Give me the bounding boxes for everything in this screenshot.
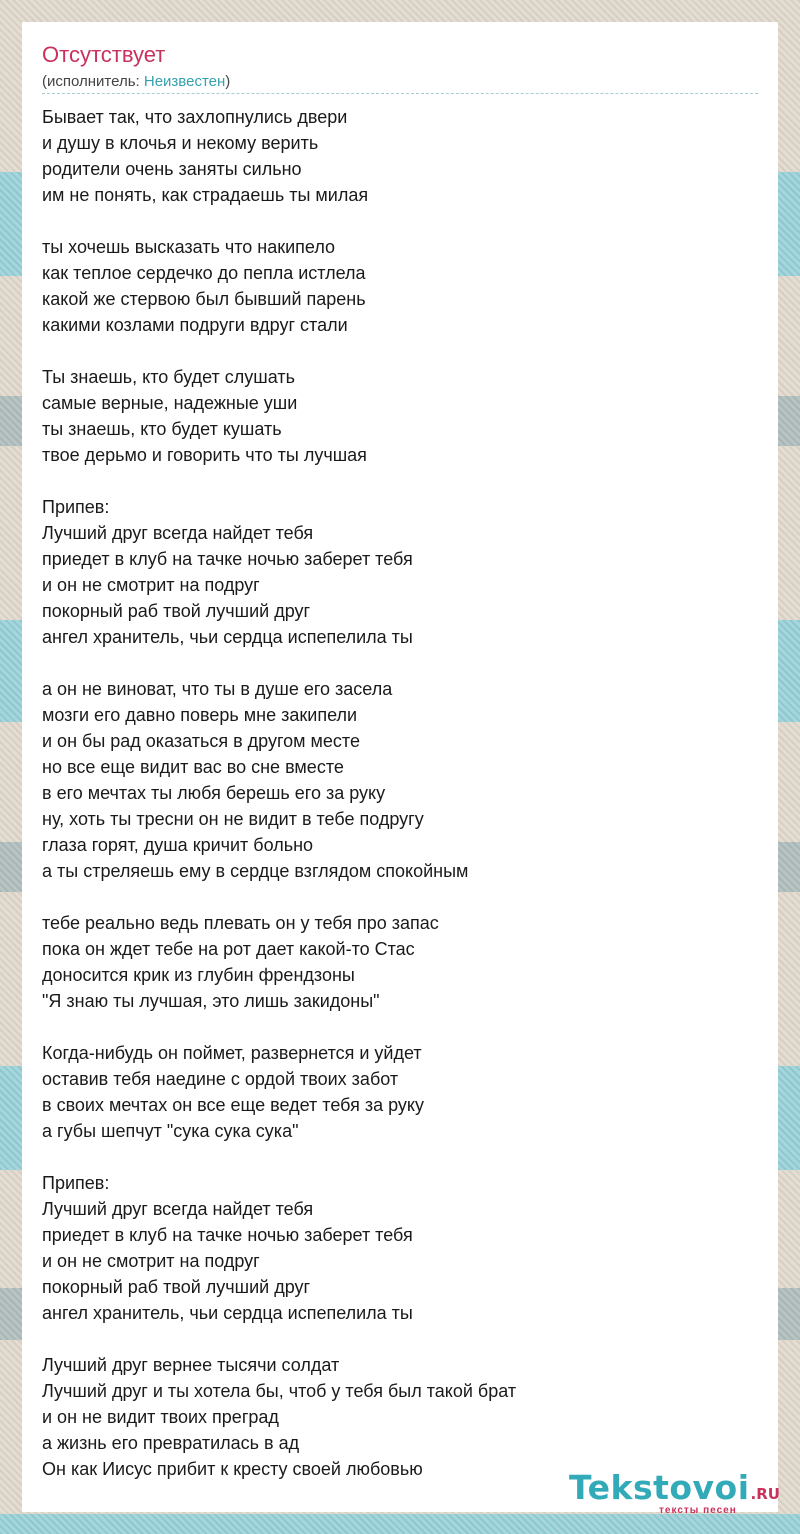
lyric-line: и он бы рад оказаться в другом месте: [42, 731, 360, 751]
lyric-line: Когда-нибудь он поймет, развернется и уйдет: [42, 1043, 422, 1063]
logo-wordmark: [569, 1468, 780, 1507]
site-logo[interactable]: [569, 1468, 789, 1518]
artist-line: [42, 73, 230, 90]
stanza-break: [42, 1144, 758, 1170]
lyric-line: Лучший друг всегда найдет тебя: [42, 523, 314, 543]
lyric-line: оставив тебя наедине с ордой твоих забот: [42, 1069, 399, 1089]
lyric-line: в своих мечтах он все еще ведет тебя за руку: [42, 1095, 424, 1115]
lyric-line: покорный раб твой лучший друг: [42, 1277, 311, 1297]
lyric-line: в его мечтах ты любя берешь его за руку: [42, 783, 386, 803]
lyric-line: и душу в клочья и некому верить: [42, 133, 319, 153]
lyric-line: но все еще видит вас во сне вместе: [42, 757, 344, 777]
artist-prefix: (исполнитель:: [42, 73, 144, 90]
lyric-line: и он не смотрит на подруг: [42, 1251, 260, 1271]
logo-tagline: тексты песен: [659, 1505, 737, 1516]
song-title: Отсутствует: [42, 42, 166, 67]
lyric-line: ты знаешь, кто будет кушать: [42, 419, 282, 439]
stanza-break: [42, 468, 758, 494]
lyric-line: Ты знаешь, кто будет слушать: [42, 367, 295, 387]
lyric-line: а он не виноват, что ты в душе его засела: [42, 679, 393, 699]
logo-name: Tekstovoi: [569, 1468, 750, 1507]
lyric-line: приедет в клуб на тачке ночью заберет тебя: [42, 1225, 413, 1245]
lyric-line: Припев:: [42, 1173, 110, 1193]
lyric-line: Припев:: [42, 497, 110, 517]
stanza-break: [42, 338, 758, 364]
lyric-line: а губы шепчут "сука сука сука": [42, 1121, 299, 1141]
stanza-break: [42, 650, 758, 676]
lyric-line: тебе реально ведь плевать он у тебя про запас: [42, 913, 439, 933]
lyrics-text: [42, 104, 758, 1482]
lyric-line: Он как Иисус прибит к кресту своей любовью: [42, 1459, 423, 1479]
lyric-line: Лучший друг всегда найдет тебя: [42, 1199, 314, 1219]
lyric-line: какими козлами подруги вдруг стали: [42, 315, 348, 335]
lyric-line: ангел хранитель, чьи сердца испепелила ты: [42, 1303, 413, 1323]
stanza-break: [42, 1014, 758, 1040]
lyric-line: как теплое сердечко до пепла истлела: [42, 263, 366, 283]
lyric-line: приедет в клуб на тачке ночью заберет тебя: [42, 549, 413, 569]
lyric-line: Бывает так, что захлопнулись двери: [42, 107, 348, 127]
stanza-break: [42, 208, 758, 234]
lyric-line: и он не видит твоих преград: [42, 1407, 279, 1427]
lyric-line: ну, хоть ты тресни он не видит в тебе подругу: [42, 809, 424, 829]
lyric-line: а жизнь его превратилась в ад: [42, 1433, 300, 1453]
lyric-line: пока он ждет тебе на рот дает какой-то Стас: [42, 939, 415, 959]
artist-suffix: ): [225, 73, 231, 90]
lyric-line: Лучший друг и ты хотела бы, чтоб у тебя был такой брат: [42, 1381, 517, 1401]
lyric-line: ты хочешь высказать что накипело: [42, 237, 336, 257]
lyric-line: а ты стреляешь ему в сердце взглядом спокойным: [42, 861, 469, 881]
lyric-line: покорный раб твой лучший друг: [42, 601, 311, 621]
lyrics-panel: [22, 22, 780, 1516]
lyric-line: им не понять, как страдаешь ты милая: [42, 185, 369, 205]
lyric-line: "Я знаю ты лучшая, это лишь закидоны": [42, 991, 380, 1011]
lyric-line: самые верные, надежные уши: [42, 393, 298, 413]
artist-link[interactable]: Неизвестен: [143, 73, 226, 90]
lyric-line: доносится крик из глубин френдзоны: [42, 965, 355, 985]
logo-tld: .RU: [750, 1485, 780, 1503]
lyric-line: родители очень заняты сильно: [42, 159, 302, 179]
lyric-line: Лучший друг вернее тысячи солдат: [42, 1355, 340, 1375]
lyric-line: твое дерьмо и говорить что ты лучшая: [42, 445, 367, 465]
stanza-break: [42, 1326, 758, 1352]
dashed-divider: [42, 93, 758, 94]
lyric-line: какой же стервою был бывший парень: [42, 289, 366, 309]
stanza-break: [42, 884, 758, 910]
lyric-line: глаза горят, душа кричит больно: [42, 835, 314, 855]
lyric-line: мозги его давно поверь мне закипели: [42, 705, 358, 725]
lyric-line: и он не смотрит на подруг: [42, 575, 260, 595]
lyric-line: ангел хранитель, чьи сердца испепелила ты: [42, 627, 413, 647]
